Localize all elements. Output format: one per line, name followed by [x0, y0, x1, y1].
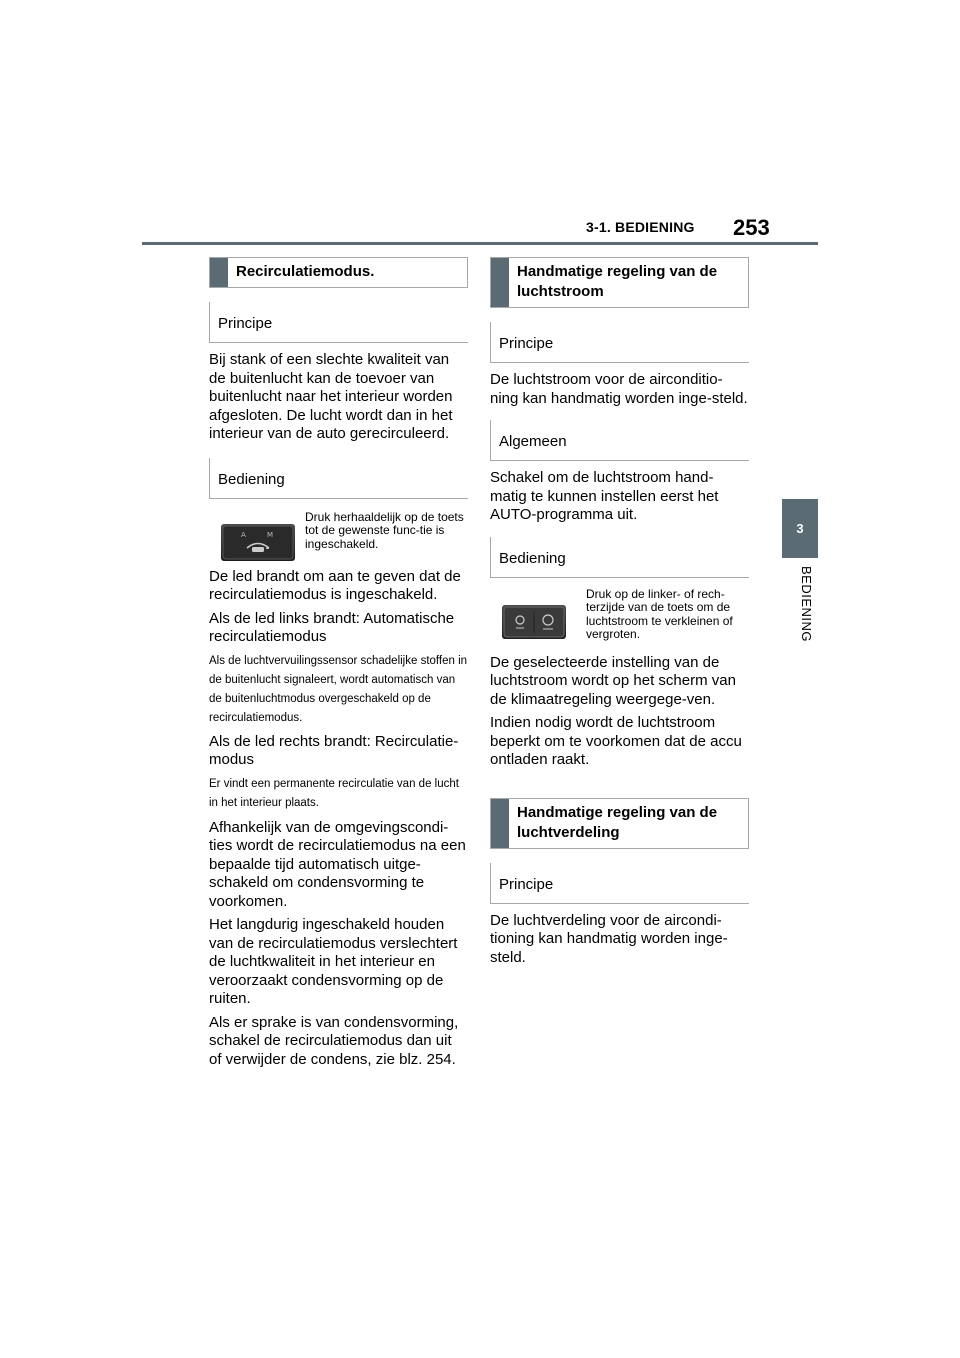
note-text: Er vindt een permanente recirculatie van de lucht in het interieur plaats. — [209, 777, 459, 809]
paragraph: De led brandt om aan te geven dat de recirculatiemodus is ingeschakeld. — [209, 567, 461, 603]
section-title-distribution: Handmatige regeling van de luchtverdeling — [517, 803, 718, 841]
subheading-principe: Principe — [490, 863, 749, 904]
subheading-bediening: Bediening — [209, 458, 468, 499]
paragraph: Schakel om de luchtstroom hand-matig te kunnen instellen eerst het AUTO-programma uit. — [490, 469, 719, 523]
subheading-principe: Principe — [209, 302, 468, 343]
paragraph: Als er sprake is van condensvorming, schakel de recirculatiemodus dan uit of verwijder de condens, zie blz. 254. — [209, 1013, 459, 1068]
paragraph: De geselecteerde instelling van de luchtstroom wordt op het scherm van de klimaatregeling weergege-ven. — [490, 653, 736, 708]
left-column — [209, 257, 468, 1069]
section-title: 3-1. BEDIENING — [586, 219, 695, 235]
section-heading — [490, 257, 749, 308]
svg-text:A: A — [241, 530, 246, 539]
operation-row — [209, 507, 468, 561]
paragraph: Het langdurig ingeschakeld houden van de recirculatiemodus verslechtert de luchtkwaliteit in het interieur en veroorzaakt condensvorming op de ruiten. — [209, 916, 458, 1007]
subheading-algemeen: Algemeen — [490, 420, 749, 461]
chapter-tab: 3 — [782, 499, 818, 558]
section-heading — [490, 798, 749, 849]
paragraph: Als de led links brandt: Automatische recirculatiemodus — [209, 609, 455, 645]
operation-row — [490, 588, 749, 642]
paragraph: Afhankelijk van de omgevingscondi-ties wordt de recirculatiemodus na een bepaalde tijd automatisch uitge-schakeld om condensvorming te voorkomen. — [209, 818, 466, 910]
operation-instruction: Druk op de linker- of rech-terzijde van de toets om de luchtstroom te verkleinen of vergroten. — [586, 586, 733, 641]
paragraph: De luchtstroom voor de airconditio-ning kan handmatig worden inge-steld. — [490, 371, 748, 407]
fan-speed-button-icon — [502, 605, 566, 639]
operation-instruction: Druk herhaaldelijk op de toets tot de gewenste func-tie is ingeschakeld. — [305, 509, 464, 551]
paragraph: Bij stank of een slechte kwaliteit van de buitenlucht kan de toevoer van buitenlucht naar het interieur worden afgesloten. De lucht wordt dan in het interieur van de auto gerecirculeerd. — [209, 351, 453, 442]
subheading-bediening: Bediening — [490, 537, 749, 578]
chapter-label: BEDIENING — [799, 566, 814, 643]
page-number: 253 — [733, 215, 770, 240]
subheading-principe: Principe — [490, 322, 749, 363]
section-title-recirculation: Recirculatiemodus. — [236, 263, 375, 280]
section-title-airflow: Handmatige regeling van de luchtstroom — [517, 263, 718, 300]
paragraph: De luchtverdeling voor de aircondi-tioning kan handmatig worden inge-steld. — [490, 911, 728, 966]
note-text: Als de luchtvervuilingssensor schadelijke stoffen in de buitenlucht signaleert, wordt automatisch van de buitenluchtmodus overgeschakeld op de recirculatiemodus. — [209, 654, 468, 724]
header-divider — [142, 242, 818, 245]
recirculation-button-icon — [221, 524, 295, 561]
paragraph: Indien nodig wordt de luchtstroom beperkt om te voorkomen dat de accu ontladen raakt. — [490, 714, 742, 768]
section-heading — [209, 257, 468, 288]
svg-text:M: M — [267, 530, 274, 539]
paragraph: Als de led rechts brandt: Recirculatie-modus — [209, 732, 459, 768]
right-column — [490, 257, 749, 967]
